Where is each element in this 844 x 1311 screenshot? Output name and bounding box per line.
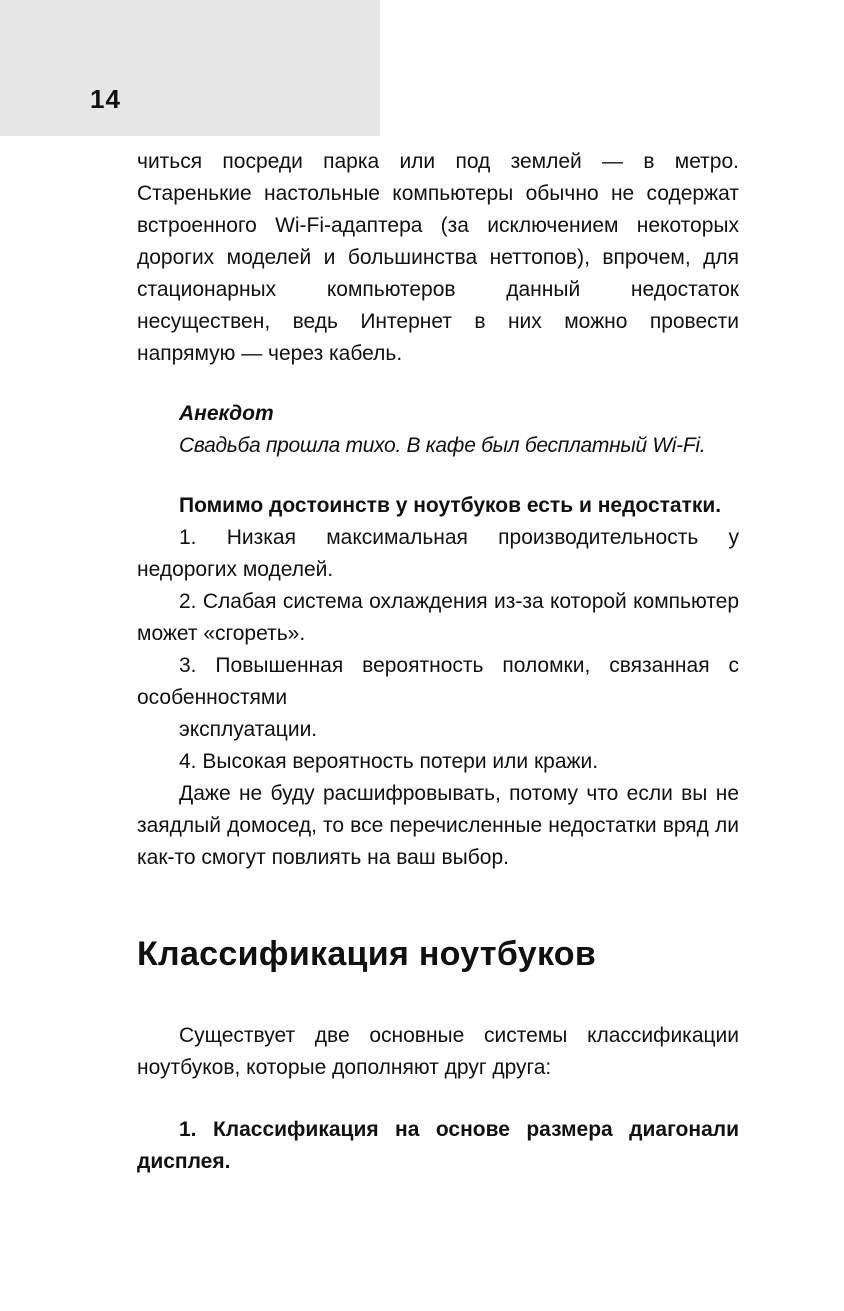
- drawback-item: эксплуатации.: [179, 718, 318, 741]
- anecdote-text: Свадьба прошла тихо. В кафе был бесплатный Wi-Fi.: [179, 434, 706, 457]
- closing-paragraph: Даже не буду расшифровывать, потому что если вы не заядлый домосед, то все перечисленные недостатки вряд ли как-то смогут повлиять на ваш выбор.: [137, 782, 739, 869]
- drawback-item: 4. Высокая вероятность потери или кражи.: [179, 750, 599, 773]
- page-header-box: [0, 0, 380, 136]
- intro-paragraph: читься посреди парка или под землей — в метро. Старенькие настольные компьютеры обычно не содержат встроенного Wi-Fi-адаптера (за исключением некоторых дорогих моделей и большинства неттопов), впрочем, для стационарных компьютеров данный недостаток несуществен, ведь Интернет в них можно провести напрямую — через кабель.: [137, 150, 739, 365]
- section-subheading: 1. Классификация на основе размера диагонали дисплея.: [137, 1118, 739, 1173]
- section-intro: Существует две основные системы классификации ноутбуков, которые дополняют друг друга:: [137, 1024, 739, 1079]
- page-number: 14: [90, 84, 121, 114]
- drawback-item: 1. Низкая максимальная производительность у недорогих моделей.: [137, 526, 739, 581]
- anecdote-title: Анекдот: [179, 402, 274, 425]
- section-heading: Классификация ноутбуков: [137, 935, 597, 973]
- drawback-item: 3. Повышенная вероятность поломки, связанная с особенностями: [137, 654, 739, 709]
- anecdote-block: [137, 398, 739, 462]
- drawbacks-lead: Помимо достоинств у ноутбуков есть и недостатки.: [179, 494, 722, 517]
- page-content: [137, 146, 739, 1178]
- drawback-item: 2. Слабая система охлаждения из-за которой компьютер может «сгореть».: [137, 590, 739, 645]
